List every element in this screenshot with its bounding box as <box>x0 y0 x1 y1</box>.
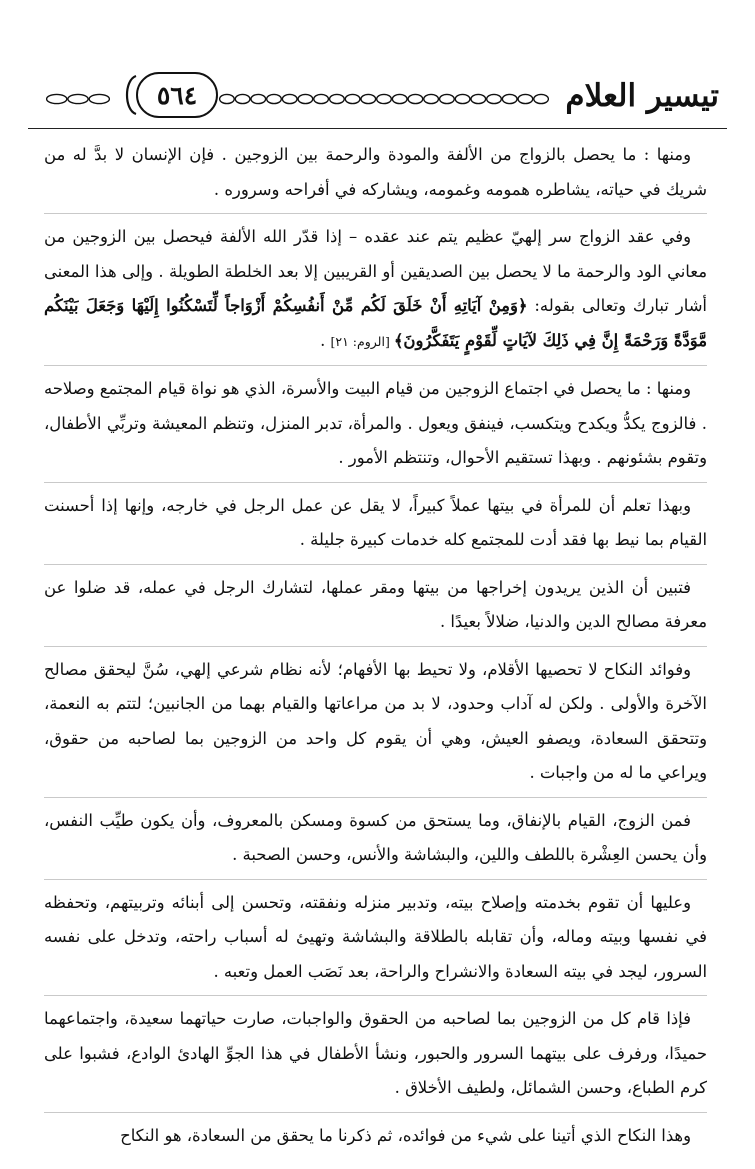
paragraph-text: وفي عقد الزواج سر إلهيّ عظيم يتم عند عقده – إذا قدّر الله الألفة فيحصل بين الزوجين من معاني الود والرحمة ما لا يحصل بين الصديقين أو القريبين إلا بعد الخلطة الطويلة . وإلى هذا المعنى أشار تبارك وتعالى بقوله: <box>44 227 707 315</box>
chain-link <box>220 94 235 103</box>
chain-link <box>487 94 502 103</box>
chain-link <box>534 94 549 103</box>
ornament-chain-icon <box>219 92 549 106</box>
chain-link <box>298 94 313 103</box>
chain-link <box>235 94 250 103</box>
chain-link <box>89 94 109 103</box>
paragraph-text: فمن الزوج، القيام بالإنفاق، وما يستحق من كسوة ومسكن بالمعروف، وأن يكون طيِّب النفس، وأن يحسن العِشْرة باللطف واللين، والبشاشة والأنس، وحسن الصحبة . <box>44 810 707 864</box>
verse-reference: [الروم: ٢١] <box>330 333 394 349</box>
paragraph-divider <box>44 365 707 366</box>
chain-link <box>267 94 282 103</box>
chain-link <box>440 94 455 103</box>
chain-link <box>330 94 345 103</box>
paragraph <box>44 372 707 476</box>
paragraph-text: فإذا قام كل من الزوجين بما لصاحبه من الحقوق والواجبات، صارت حياتهما سعيدة، واجتماعهما حميدًا، ورفرف على بيتهما السرور والحبور، ونشأ الأطفال في هذا الجوِّ الهادئ الوادع، فشبوا على كرم الطباع، وحسن الشمائل، ولطيف الأخلاق . <box>44 1009 707 1097</box>
paragraph-text: فتبين أن الذين يريدون إخراجها من بيتها ومقر عملها، لتشارك الرجل في عمله، قد ضلوا عن معرفة مصالح الدين والدنيا، ضلالاً بعيدًا . <box>44 577 707 631</box>
paragraph <box>44 1002 707 1106</box>
paragraph <box>44 1119 707 1154</box>
chain-link <box>282 94 297 103</box>
paragraph-divider <box>44 879 707 880</box>
chain-link <box>314 94 329 103</box>
page-number: ٥٦٤ <box>156 80 198 110</box>
page-number-badge <box>136 72 218 118</box>
quran-verse: ﴿وَمِنْ آيَاتِهِ أَنْ خَلَقَ لَكُم مِّنْ أَنفُسِكُمْ أَزْوَاجاً لِّتَسْكُنُوا إِلَيْهَا وَجَعَلَ بَيْنَكُم مَّوَدَّةً وَرَحْمَةً إِنَّ فِي ذَلِكَ لآيَاتٍ لِّقَوْمٍ يَتَفَكَّرُونَ﴾ <box>44 296 707 350</box>
paragraph-text: وهذا النكاح الذي أتينا على شيء من فوائده، ثم ذكرنا ما يحقق من السعادة، هو النكاح <box>120 1125 691 1145</box>
paragraph-text: وفوائد النكاح لا تحصيها الأقلام، ولا تحيط بها الأفهام؛ لأنه نظام شرعي إلهي، سُنَّ ليحقق مصالح الآخرة والأولى . ولكن له آداب وحدود، لا بد من مراعاتها والقيام بهما من الجانبين؛ لتتم به النعمة، وتتحقق السعادة، ويصفو العيش، وهي أن يقوم كل واحد من الزوجين بما لصاحبه من حقوق، ويراعي ما له من واجبات . <box>44 659 707 782</box>
paragraph-divider <box>44 564 707 565</box>
paragraph-text: ومنها : ما يحصل بالزواج من الألفة والمودة والرحمة بين الزوجين . فإن الإنسان لا بدَّ له من شريك في حياته، يشاطره همومه وغمومه، ويشاركه في أفراحه وسروره . <box>44 145 707 199</box>
chain-link <box>424 94 439 103</box>
ornament-chain-small-icon <box>46 92 110 106</box>
chain-link <box>502 94 517 103</box>
chain-link <box>408 94 423 103</box>
paragraph-divider <box>44 646 707 647</box>
paragraph <box>44 571 707 640</box>
paragraph-divider <box>44 1112 707 1113</box>
chain-link <box>377 94 392 103</box>
paragraph-text: وبهذا تعلم أن للمرأة في بيتها عملاً كبيراً، لا يقل عن عمل الرجل في خارجه، وإنها إذا أحسنت القيام بما نيط بها فقد أدت للمجتمع كله خدمات كبيرة جليلة . <box>44 495 707 549</box>
chain-link <box>68 94 88 103</box>
paragraph <box>44 653 707 791</box>
chain-link <box>455 94 470 103</box>
paragraph-divider <box>44 482 707 483</box>
chain-link <box>518 94 533 103</box>
paragraph-text: ومنها : ما يحصل في اجتماع الزوجين من قيام البيت والأسرة، الذي هو نواة قيام المجتمع وصلاحه . فالزوج يكدُّ ويكدح ويتكسب، فينفق ويعول . والمرأة، تدبر المنزل، وتنظم المعيشة وتربِّي الأطفال، وتقوم بشئونهم . وبهذا تستقيم الأحوال، وتنتظم الأمور . <box>44 379 707 467</box>
paragraph-divider <box>44 213 707 214</box>
paragraph-text: وعليها أن تقوم بخدمته وإصلاح بيته، وتدبير منزله ونفقته، وتحسن إلى أبنائه وتربيتهم، وتحفظه في نفسها وبيته وماله، وأن تقابله بالطلاقة والبشاشة وتهيئ له أسباب راحته، وتدخل على نفسه السرور، ليجد في بيته السعادة والانشراح والراحة، بعد نَصَب العمل وتعبه . <box>44 892 707 981</box>
paragraph-divider <box>44 995 707 996</box>
paragraph <box>44 220 707 359</box>
paragraph <box>44 138 707 207</box>
paragraph-divider <box>44 797 707 798</box>
chain-link <box>471 94 486 103</box>
page-header <box>28 72 727 128</box>
chain-link <box>345 94 360 103</box>
chain-link <box>47 94 67 103</box>
book-title: تيسير العلام <box>565 78 719 114</box>
chain-link <box>361 94 376 103</box>
paragraph <box>44 489 707 558</box>
page-body <box>44 138 707 1159</box>
header-rule <box>28 128 727 129</box>
paragraph <box>44 886 707 990</box>
chain-link <box>392 94 407 103</box>
paragraph-text: . <box>320 330 331 350</box>
chain-link <box>251 94 266 103</box>
paragraph <box>44 804 707 873</box>
